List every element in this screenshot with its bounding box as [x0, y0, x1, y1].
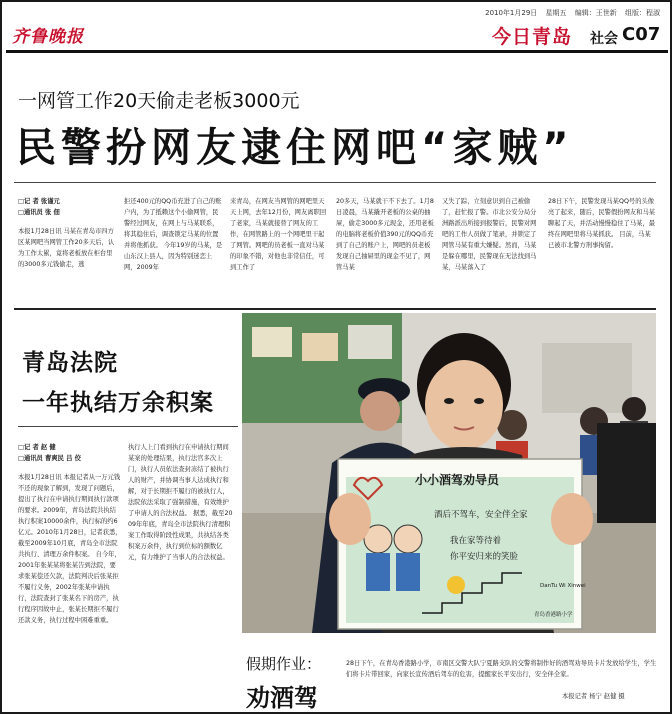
sign-logo-text: DanTu Wi Xinwei: [540, 583, 586, 589]
news-photo: [242, 313, 656, 633]
board-poster-1: [252, 327, 292, 357]
court-byline-correspondent: □通讯员 曹爽民 吕 佼: [18, 455, 81, 462]
girl-eye-right: [474, 398, 484, 404]
board-poster-3: [348, 325, 392, 359]
section-rule: [14, 308, 656, 310]
sign-line-smile: 你平安归来的笑脸: [450, 552, 519, 562]
board-poster-2: [302, 333, 338, 361]
lead-kicker: 一网管工作20天偷走老板3000元: [18, 90, 300, 112]
issue-weekday: 星期五: [545, 9, 567, 17]
court-headline-2: 一年执结万余积案: [22, 390, 214, 416]
issue-date: 2010年1月29日: [485, 9, 538, 17]
lead-column-6: 28日下午，民警发现马某QQ号的头像亮了起来，随后，民警假扮网友和马某聊起了天，并活动慢慢稳住了马某，最终在网吧里将马某抓获。 目前，马某已被市北警方刑事拘留。: [548, 198, 656, 249]
lead-byline-correspondent: □通讯员 张 佃: [18, 209, 60, 216]
court-byline-reporter: □记 者 赵 健: [18, 444, 56, 451]
cartoon-police-girl-uniform: [396, 553, 420, 591]
holiday-kicker: 假期作业：: [246, 655, 322, 673]
sign-slogan: 酒后不驾车，安全伴全家: [434, 510, 528, 520]
officer-head: [360, 391, 400, 431]
lead-column-5: 又失了踪，立刻意识到自己被偷了，赶忙报了警。市北公安分局分洲路派出所接到报警后，民警对网吧的工作人员做了笔录，并锁定了网管马某有重大嫌疑。然而，马某是躲在哪里，民警现在无法找到马某，马某落入了: [442, 198, 537, 271]
court-column-1: [18, 442, 122, 704]
lead-column-4: 20多天，马某就干不下去了。1月8日凌晨，马某撬开老板的公桌的抽屉，偷走3000多元现金，还用老板的电脑将老板价值390元的QQ币充到了自己的账户上，网吧的员老板发现自己抽屉里的现金不见了，网管马某: [336, 198, 434, 271]
photo-caption: 28日下午，在青岛香港路小学，市南区交警大队宁夏路支队的交警将制作好的酒驾劝导员卡片发放给学生，学生们将卡片带回家，向家长宣传酒后驾车的危害，提醒家长平安出行，安全伴全家。: [346, 660, 657, 678]
court-column-2: 执行人上门看到执行在申请执行期间某案的处理结果，执行法官多次上门，执行人员依法查封冻结了被执行人的财产，并协调当事人达成执行和解，对于长期拒不履行的被执行人，法院依法采取了强制措施，有效维护了申请人的合法权益。 据悉，截至2009年年底，青岛全市法院执行清理积案工作取得阶段性成果，共执结各类积案万余件，执行到位标的额数亿元，有力维护了当事人的合法权益。: [128, 444, 233, 561]
lead-column-2: 拒还400元的QQ币充进了自己的账户内，为了抵赖这个小偷网管，民警经过网友，在网上与马某联系，将其稳住后，调查锁定马某的位置并将他抓获。 今年19岁的马某，是山东汉上县人，因为特别迷恋上网，2009年: [124, 198, 223, 271]
holiday-title: 劝酒驾: [246, 684, 318, 712]
lead-byline-reporter: □记 者 张谨元: [18, 198, 60, 205]
classroom-window: [542, 343, 632, 413]
sign-line-wait: 我在家等待着: [450, 536, 502, 546]
lead-headline: 民警扮网友逮住网吧“家贼”: [16, 125, 574, 171]
subsection-title: 社会: [590, 31, 618, 47]
section-title: 今日青岛: [492, 26, 573, 48]
masthead-meta: [479, 8, 660, 18]
photo-credit: 本报记者 杨宁 赵健 摄: [562, 693, 625, 700]
sign-school: 青岛香港路小学: [534, 612, 573, 618]
issue-editor: 编辑：王世新: [574, 9, 617, 17]
girl-hand-left: [329, 493, 371, 545]
masthead: [6, 6, 668, 53]
background-bag: [597, 423, 656, 523]
cartoon-police-girl-icon: [394, 525, 422, 553]
girl-face: [425, 360, 503, 450]
smiley-icon: [447, 576, 465, 594]
court-text-1: 本报1月28日讯 本报记者从一万元钱不还的现象了解到，发现了问题后，提出了执行在申请执行期间执行款项的要求。2009年，青岛法院共执结执行积案10000余件，执行标的约6亿元。2010年1月28日，记者获悉，截至2009年10月底，青岛全市法院共执行、清理万余件积案。 自今年，2001年张某某将张某告到法院，要求张某偿还欠款，法院判决后张某拒不履行义务，2002年张某申请执行，法院查封了张某名下的房产，执行程序因故中止，张某长期拒不履行还款义务，执行过程中困难重重。: [18, 474, 122, 624]
paper-logo: 齐鲁晚报: [12, 27, 84, 47]
headline-rule: [14, 182, 656, 183]
lead-column-1: [18, 196, 118, 306]
girl-hand-right: [551, 493, 593, 545]
court-rule: [18, 426, 238, 427]
lead-column-3: 来青岛，在网友当网管的网吧里天天上网，去年12月份，网友离职回了老家，马某就接替了网友的工作，在网管路上的一个网吧里干起了网管。网吧的员老板一直对马某的印象不错，对他也非常信任，可到工作了: [230, 198, 327, 271]
issue-designer: 组版：程淑: [625, 9, 660, 17]
page-number: C07: [622, 24, 661, 45]
court-headline-1: 青岛法院: [22, 350, 118, 376]
sign-title: 小小酒驾劝导员: [414, 473, 500, 487]
cartoon-police-boy-uniform: [366, 553, 390, 591]
girl-eye-left: [444, 398, 454, 404]
photo-illustration: [242, 313, 656, 633]
lead-text-1: 本报1月28日讯 马某在青岛市四方区某网吧当网管工作20多天后，认为工作太累，竟将老板放在柜台里的3000多元钱偷走，逃: [18, 228, 115, 268]
background-adult: [622, 397, 646, 421]
